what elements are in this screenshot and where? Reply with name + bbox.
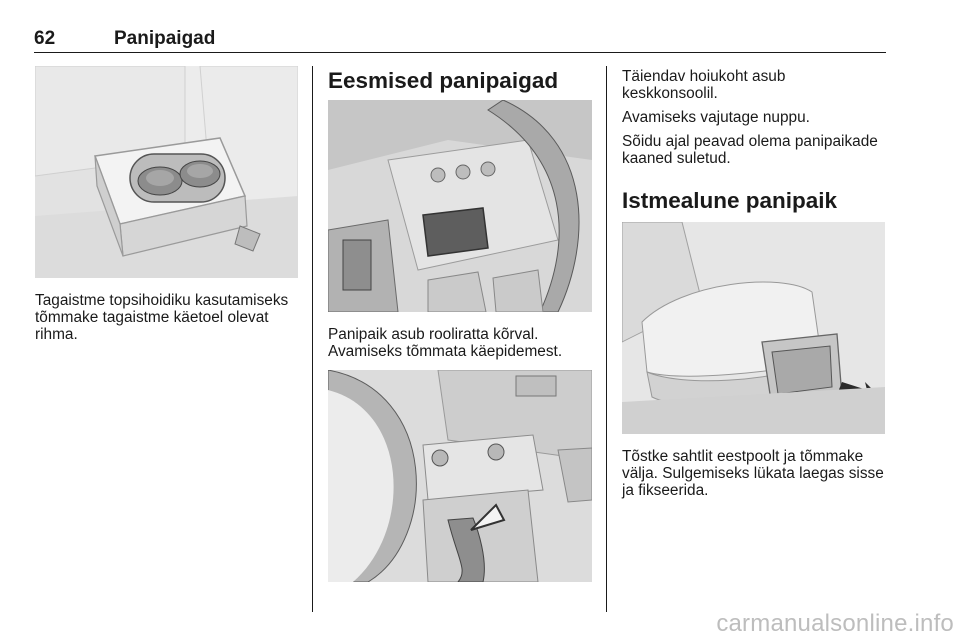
- column-divider-left: [312, 66, 313, 612]
- underseat-drawer-illustration: [622, 222, 885, 434]
- glovebox-caption: Panipaik asub rooliratta kõrval. Avamiseks tõmmata käepidemest.: [328, 326, 563, 360]
- glovebox-illustration: [328, 100, 592, 312]
- center-console-illustration: [328, 370, 592, 582]
- front-storage-heading: Eesmised panipaigad: [328, 68, 559, 93]
- rear-cupholder-caption: Tagaistme topsihoidiku kasutamiseks tõmmake tagaistme käetoel olevat rihma.: [35, 292, 289, 343]
- page-header: [34, 26, 886, 53]
- underseat-drawer-caption: Tõstke sahtlit eestpoolt ja tõmmake välja. Sulgemiseks lükata laegas sisse ja fikseerida.: [622, 448, 884, 499]
- underseat-storage-heading: Istmealune panipaik: [622, 188, 838, 213]
- watermark: carmanualsonline.info: [716, 610, 954, 637]
- open-instruction-text: Avamiseks vajutage nuppu.: [622, 109, 810, 126]
- rear-cupholder-illustration: [35, 66, 298, 278]
- driving-note-text: Sõidu ajal peavad olema panipaikade kaaned suletud.: [622, 133, 878, 167]
- extra-storage-text: Täiendav hoiukoht asub keskkonsoolil.: [622, 68, 786, 102]
- page-number: 62: [34, 28, 56, 49]
- page-title: Panipaigad: [114, 28, 216, 49]
- column-divider-right: [606, 66, 607, 612]
